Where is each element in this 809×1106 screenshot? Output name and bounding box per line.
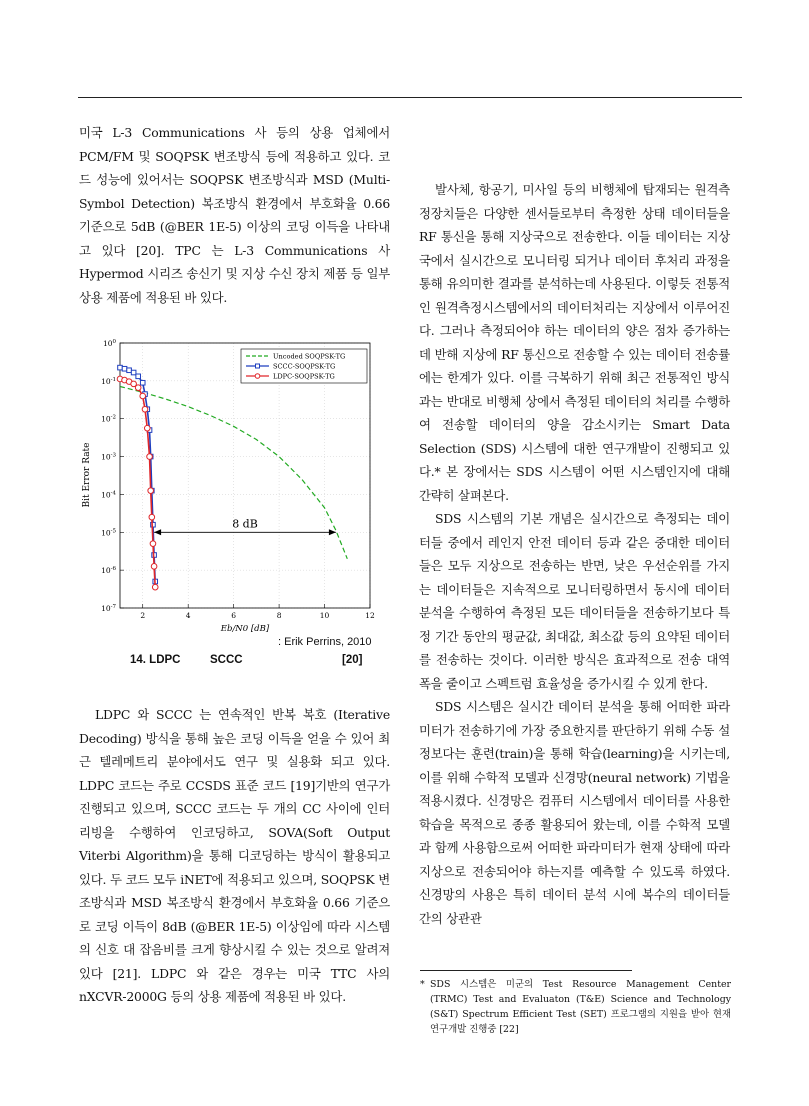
paragraph: 발사체, 항공기, 미사일 등의 비행체에 탑재되는 원격측정장치들은 다양한 센서들로부터 측정한 상태 데이터들을 RF 통신을 통해 지상국으로 전송한다. 이들 데이터는 지상국에서 실시간으로 모니터링 되거나 데이터 후처리 과정을 통해 유의미한 결과를 분석하는데 사용된다. 이렇듯 전통적인 원격측정시스템에서의 데이터처리는 지상에서 이루어진다. 그러나 측정되어야 하는 데이터의 양은 점차 증가하는데 반해 지상에 RF 통신으로 전송할 수 있는 데이터 전송률에는 한계가 있다. 이를 극복하기 위해 최근 전통적인 방식과는 반대로 비행체 상에서 측정된 데이터의 처리를 수행하여 전송할 데이터의 양을 감소시키는 Smart Data Selection (SDS) 시스템에 대한 연구개발이 진행되고 있다.* 본 장에서는 SDS 시스템이 어떤 시스템인지에 대해 간략히 살펴본다.	[419, 182, 730, 503]
y-tick-label: $10^{-3}$	[101, 452, 116, 462]
paragraph: 미국 L-3 Communications 사 등의 상용 업체에서 PCM/FM 및 SOQPSK 변조방식 등에 적용하고 있다. 코드 성능에 있어서는 SOQPSK 변조방식과 MSD (Multi-Symbol Detection) 복조방식 환경에서 부호화율 0.66 기준으로 5dB (@BER 1E-5) 이상의 코딩 이득을 나타내고 있다 [20]. TPC 는 L-3 Communications 사 Hypermod 시리즈 송신기 및 지상 수신 장치 제품 등 일부 상용 제품에 적용된 바 있다.	[79, 125, 390, 305]
ber-chart	[78, 335, 378, 635]
x-tick-label: 2	[140, 611, 146, 620]
legend-marker	[256, 364, 260, 368]
legend-label: SCCC-SOQPSK-TG	[273, 362, 336, 371]
paragraph: LDPC 와 SCCC 는 연속적인 반복 복호 (Iterative Decoding) 방식을 통해 높은 코딩 이득을 얻을 수 있어 최근 텔레메트리 분야에서도 연구 및 실용화 되고 있다. LDPC 코드는 주로 CCSDS 표준 코드 [19]기반의 연구가 진행되고 있으며, SCCC 코드는 두 개의 CC 사이에 인터리빙을 수행하여 인코딩하고, SOVA(Soft Output Viterbi Algorithm)을 통해 디코딩하는 방식이 활용되고 있다. 두 코드 모두 iNET에 적용되고 있으며, SOQPSK 변조방식과 MSD 복조방식 환경에서 부호화율 0.66 기준으로 코딩 이득이 8dB (@BER 1E-5) 이상임에 따라 시스템의 신호 대 잡음비를 크게 향상시킬 수 있는 것으로 알려져 있다 [21]. LDPC 와 같은 경우는 미국 TTC 사의 nXCVR-2000G 등의 상용 제품에 적용된 바 있다.	[79, 707, 390, 1004]
data-point	[131, 370, 136, 375]
chart-series	[117, 362, 347, 590]
right-column	[419, 178, 730, 930]
y-tick-exponent: -2	[110, 414, 116, 421]
data-point	[140, 393, 146, 399]
series-sccc-soqpsk-tg	[118, 365, 158, 583]
x-tick-label: 4	[185, 611, 191, 620]
paragraph: SDS 시스템은 실시간 데이터 분석을 통해 어떠한 파라미터가 전송하기에 가장 중요한지를 판단하기 위해 수동 설정보다는 훈련(train)을 통해 학습(learning)을 시키는데, 이를 위해 수학적 모델과 신경망(neural network) 기법을 적용시켰다. 신경망은 컴퓨터 시스템에서 데이터를 사용한 학습을 목적으로 종종 활용되어 왔는데, 이를 수학적 모델과 함께 사용함으로써 어떠한 파라미터가 현재 상태에 따라 지상으로 전송되어야 하는지를 예측할 수 있도록 하였다. 신경망의 사용은 특히 데이터 분석 시에 복수의 데이터들 간의 상관관	[419, 699, 730, 926]
data-point	[142, 406, 148, 412]
data-point	[147, 454, 153, 460]
y-tick-exponent: -3	[110, 452, 116, 459]
footnote	[420, 977, 731, 1037]
x-tick-label: 6	[231, 611, 237, 620]
annotation-arrowhead-left	[154, 529, 161, 535]
y-tick-exponent: -7	[110, 604, 116, 610]
y-tick-label: $10^{-5}$	[101, 528, 116, 538]
chart-annotation	[154, 517, 336, 535]
data-point	[151, 564, 157, 570]
caption-part: [20]	[342, 654, 363, 666]
data-point	[149, 514, 155, 520]
y-tick-exponent: -6	[110, 566, 116, 573]
y-tick-label: $10^{-6}$	[101, 566, 116, 576]
x-tick-label: 10	[319, 611, 330, 620]
caption-part: SCCC	[210, 654, 243, 666]
data-point	[118, 365, 123, 370]
data-point	[140, 380, 145, 385]
left-column-top	[79, 121, 390, 309]
x-tick-label: 8	[276, 611, 282, 620]
data-point	[144, 425, 150, 431]
paragraph: SDS 시스템의 기본 개념은 실시간으로 측정되는 데이터들 중에서 레인지 안전 데이터 등과 같은 중대한 데이터들은 모두 지상으로 전송하는 반면, 낮은 우선순위를 가지는 데이터들은 지속적으로 모니터링하면서 동시에 데이터 분석을 수행하여 측정된 모든 데이터들을 전송하기보다 특정 기간 동안의 평균값, 최대값, 최소값 등의 요약된 데이터를 전송하는 것이다. 이러한 방식은 효과적으로 전송 대역폭을 줄이고 스펙트럼 효율성을 증가시킬 수 있게 한다.	[419, 511, 730, 691]
y-tick-label: $10^{-2}$	[101, 414, 116, 424]
caption-part: 14. LDPC	[130, 654, 181, 666]
footnote-mark: *	[420, 979, 425, 990]
footnote-rule	[420, 970, 632, 971]
data-point	[122, 366, 127, 371]
x-tick-label: 12	[365, 611, 375, 620]
y-tick-label: $10^0$	[102, 339, 116, 348]
data-point	[127, 368, 132, 373]
data-point	[150, 541, 156, 547]
data-point	[136, 374, 141, 379]
y-tick-label: $10^{-7}$	[101, 604, 116, 613]
chart-legend	[241, 349, 367, 383]
x-axis-label: Eb/N0 [dB]	[220, 624, 270, 634]
header-rule	[78, 97, 742, 98]
y-tick-label: $10^{-4}$	[101, 490, 116, 500]
figure-credit: : Erik Perrins, 2010	[278, 636, 372, 648]
left-column-bottom	[79, 703, 390, 1009]
y-tick-exponent: -4	[110, 490, 116, 497]
legend-label: LDPC-SOQPSK-TG	[273, 372, 335, 381]
annotation-arrowhead-right	[329, 529, 336, 535]
data-point	[152, 584, 158, 590]
y-tick-exponent: -1	[110, 376, 116, 383]
y-tick-exponent: -5	[110, 528, 116, 535]
footnote-text: SDS 시스템은 미군의 Test Resource Management Center (TRMC) Test and Evaluaton (T&E) Science and Technology (S&T) Spectrum Efficient Test (SET) 프로그램의 지원을 받아 현재 연구개발 진행중 [22]	[430, 979, 731, 1035]
annotation-label: 8 dB	[232, 517, 258, 531]
legend-marker	[255, 374, 260, 379]
data-point	[135, 385, 141, 391]
legend-label: Uncoded SOQPSK-TG	[273, 352, 346, 361]
data-point	[148, 488, 154, 494]
y-tick-exponent: 0	[112, 339, 116, 345]
y-tick-label: $10^{-1}$	[101, 376, 116, 386]
y-axis-label: Bit Error Rate	[82, 442, 92, 508]
